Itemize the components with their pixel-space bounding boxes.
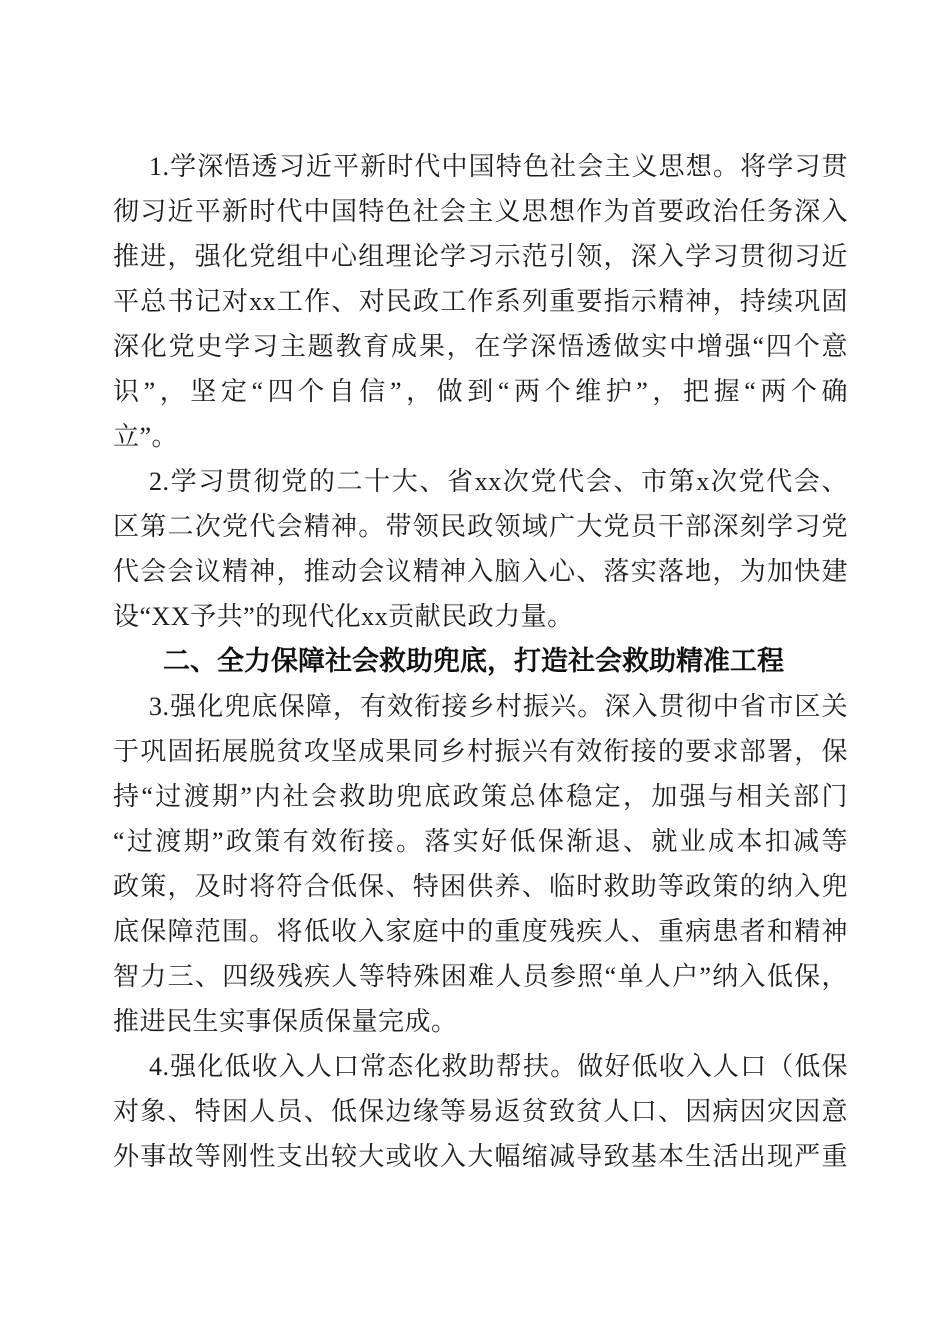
section-heading-2 <box>113 639 848 684</box>
text-line: 持“过渡期”内社会救助兜底政策总体稳定，加强与相关部门 <box>113 782 848 811</box>
paragraph-4 <box>113 1044 848 1179</box>
text-line: 3.强化兜底保障，有效衔接乡村振兴。深入贯彻中省市区关 <box>149 692 848 721</box>
text-line: 代会会议精神，推动会议精神入脑入心、落实落地，为加快建 <box>113 557 848 586</box>
text-block <box>113 144 848 1179</box>
text-line: 立”。 <box>113 422 179 451</box>
text-line: 推进民生实事保质保量完成。 <box>113 1007 458 1036</box>
text-line: 识”，坚定“四个自信”，做到“两个维护”，把握“两个确 <box>113 377 848 406</box>
paragraph-2 <box>113 459 848 639</box>
text-line: 政策，及时将符合低保、特困供养、临时救助等政策的纳入兜 <box>113 872 848 901</box>
text-line: 底保障范围。将低收入家庭中的重度残疾人、重病患者和精神 <box>113 917 848 946</box>
paragraph-1 <box>113 144 848 459</box>
text-line: “过渡期”政策有效衔接。落实好低保渐退、就业成本扣减等 <box>113 827 848 856</box>
text-line: 彻习近平新时代中国特色社会主义思想作为首要政治任务深入 <box>113 197 848 226</box>
text-line: 区第二次党代会精神。带领民政领域广大党员干部深刻学习党 <box>113 512 848 541</box>
text-line: 1.学深悟透习近平新时代中国特色社会主义思想。将学习贯 <box>149 152 848 181</box>
text-line: 2.学习贯彻党的二十大、省xx次党代会、市第x次党代会、 <box>149 467 848 496</box>
paragraph-3 <box>113 684 848 1044</box>
text-line: 智力三、四级残疾人等特殊困难人员参照“单人户”纳入低保， <box>113 962 848 991</box>
text-line: 4.强化低收入人口常态化救助帮扶。做好低收入人口（低保 <box>149 1052 848 1081</box>
text-line: 对象、特困人员、低保边缘等易返贫致贫人口、因病因灾因意 <box>113 1097 848 1126</box>
text-line: 平总书记对xx工作、对民政工作系列重要指示精神，持续巩固 <box>113 287 848 316</box>
text-line: 于巩固拓展脱贫攻坚成果同乡村振兴有效衔接的要求部署，保 <box>113 737 848 766</box>
text-line: 推进，强化党组中心组理论学习示范引领，深入学习贯彻习近 <box>113 242 848 271</box>
section-heading: 二、全力保障社会救助兜底，打造社会救助精准工程 <box>163 646 784 676</box>
text-line: 深化党史学习主题教育成果，在学深悟透做实中增强“四个意 <box>113 332 848 361</box>
text-line: 设“XX予共”的现代化xx贡献民政力量。 <box>113 602 574 631</box>
text-line: 外事故等刚性支出较大或收入大幅缩减导致基本生活出现严重 <box>113 1142 848 1171</box>
